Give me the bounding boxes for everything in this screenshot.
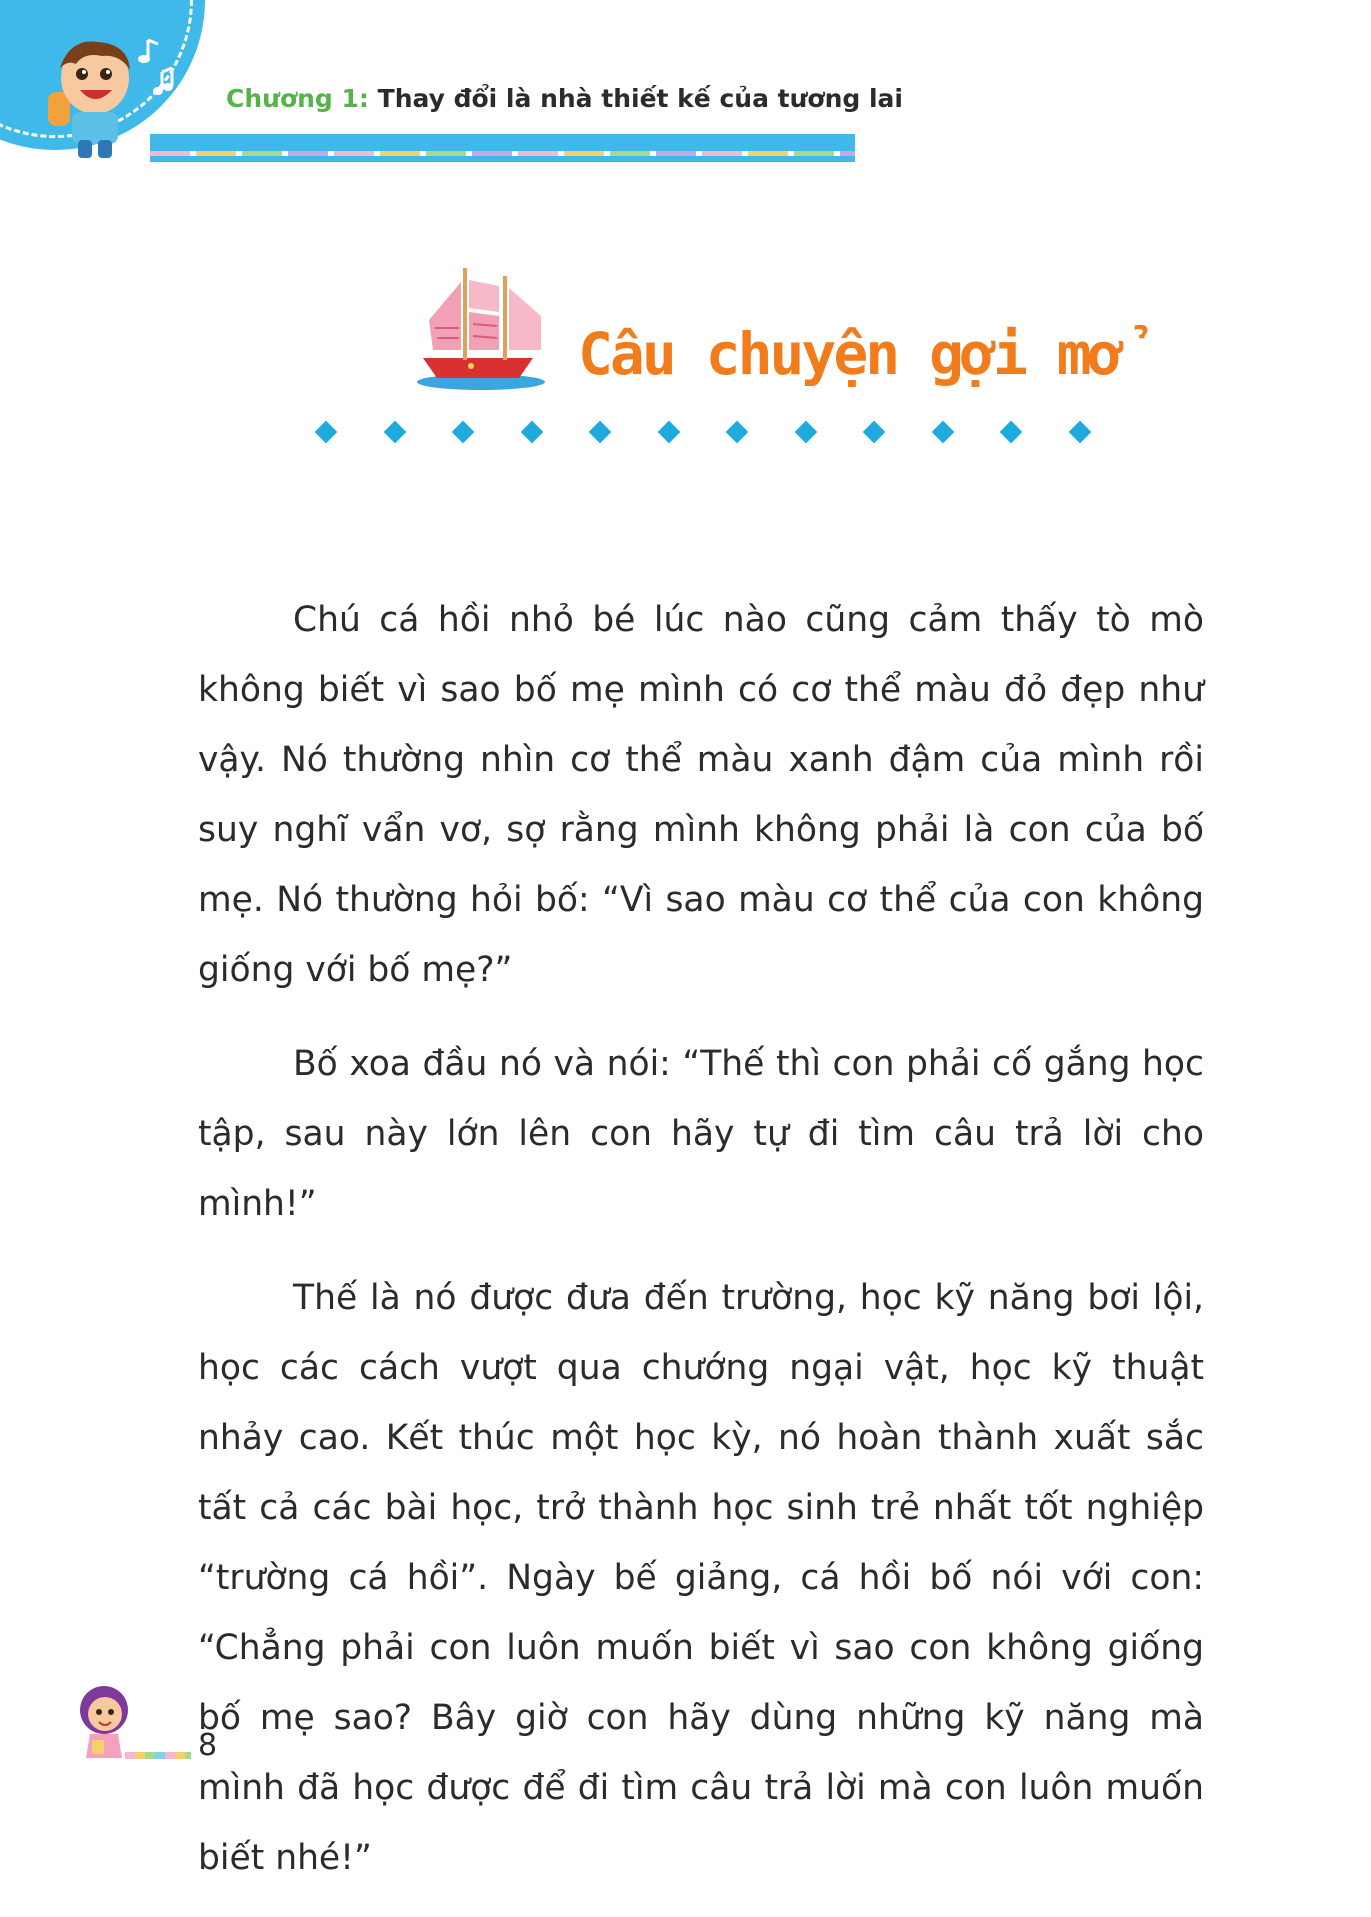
page-number: 8: [198, 1728, 218, 1763]
diamond-ornament: [726, 421, 749, 444]
diamond-ornament: [589, 421, 612, 444]
story-paragraph: Thế là nó được đưa đến trường, học kỹ năng bơi lội, học các cách vượt qua chướng ngại vật, học kỹ thuật nhảy cao. Kết thúc một học kỳ, nó hoàn thành xuất sắc tất cả các bài học, trở thành học sinh trẻ nhất tốt nghiệp “trường cá hồi”. Ngày bế giảng, cá hồi bố nói với con: “Chẳng phải con luôn muốn biết vì sao con không giống bố mẹ sao? Bây giờ con hãy dùng những kỹ năng mà mình đã học được để đi tìm câu trả lời mà con luôn muốn biết nhé!”: [198, 1278, 1204, 1878]
music-notes-icon: [128, 32, 188, 102]
header-stripe: [150, 151, 855, 156]
diamond-divider: [318, 420, 1088, 444]
diamond-ornament: [657, 421, 680, 444]
diamond-ornament: [794, 421, 817, 444]
diamond-ornament: [452, 421, 475, 444]
chapter-heading: [226, 84, 903, 113]
diamond-ornament: [520, 421, 543, 444]
story-paragraph: Bố xoa đầu nó và nói: “Thế thì con phải cố gắng học tập, sau này lớn lên con hãy tự đi tìm câu trả lời cho mình!”: [198, 1044, 1204, 1224]
diamond-ornament: [1069, 421, 1092, 444]
sailboat-icon: [415, 262, 550, 392]
story-paragraph: Chú cá hồi nhỏ bé lúc nào cũng cảm thấy tò mò không biết vì sao bố mẹ mình có cơ thể màu đỏ đẹp như vậy. Nó thường nhìn cơ thể màu xanh đậm của mình rồi suy nghĩ vẩn vơ, sợ rằng mình không phải là con của bố mẹ. Nó thường hỏi bố: “Vì sao màu cơ thể của con không giống với bố mẹ?”: [198, 600, 1204, 990]
chapter-number: Chương 1:: [226, 84, 369, 113]
diamond-ornament: [1000, 421, 1023, 444]
diamond-ornament: [315, 421, 338, 444]
chapter-title: Thay đổi là nhà thiết kế của tương lai: [377, 84, 903, 113]
diamond-ornament: [863, 421, 886, 444]
section-title: Câu chuyện gợi mở: [578, 320, 1121, 388]
header-bar: [150, 134, 855, 162]
footer-stripe: [125, 1752, 191, 1759]
diamond-ornament: [383, 421, 406, 444]
story-body: [198, 585, 1204, 1917]
diamond-ornament: [931, 421, 954, 444]
